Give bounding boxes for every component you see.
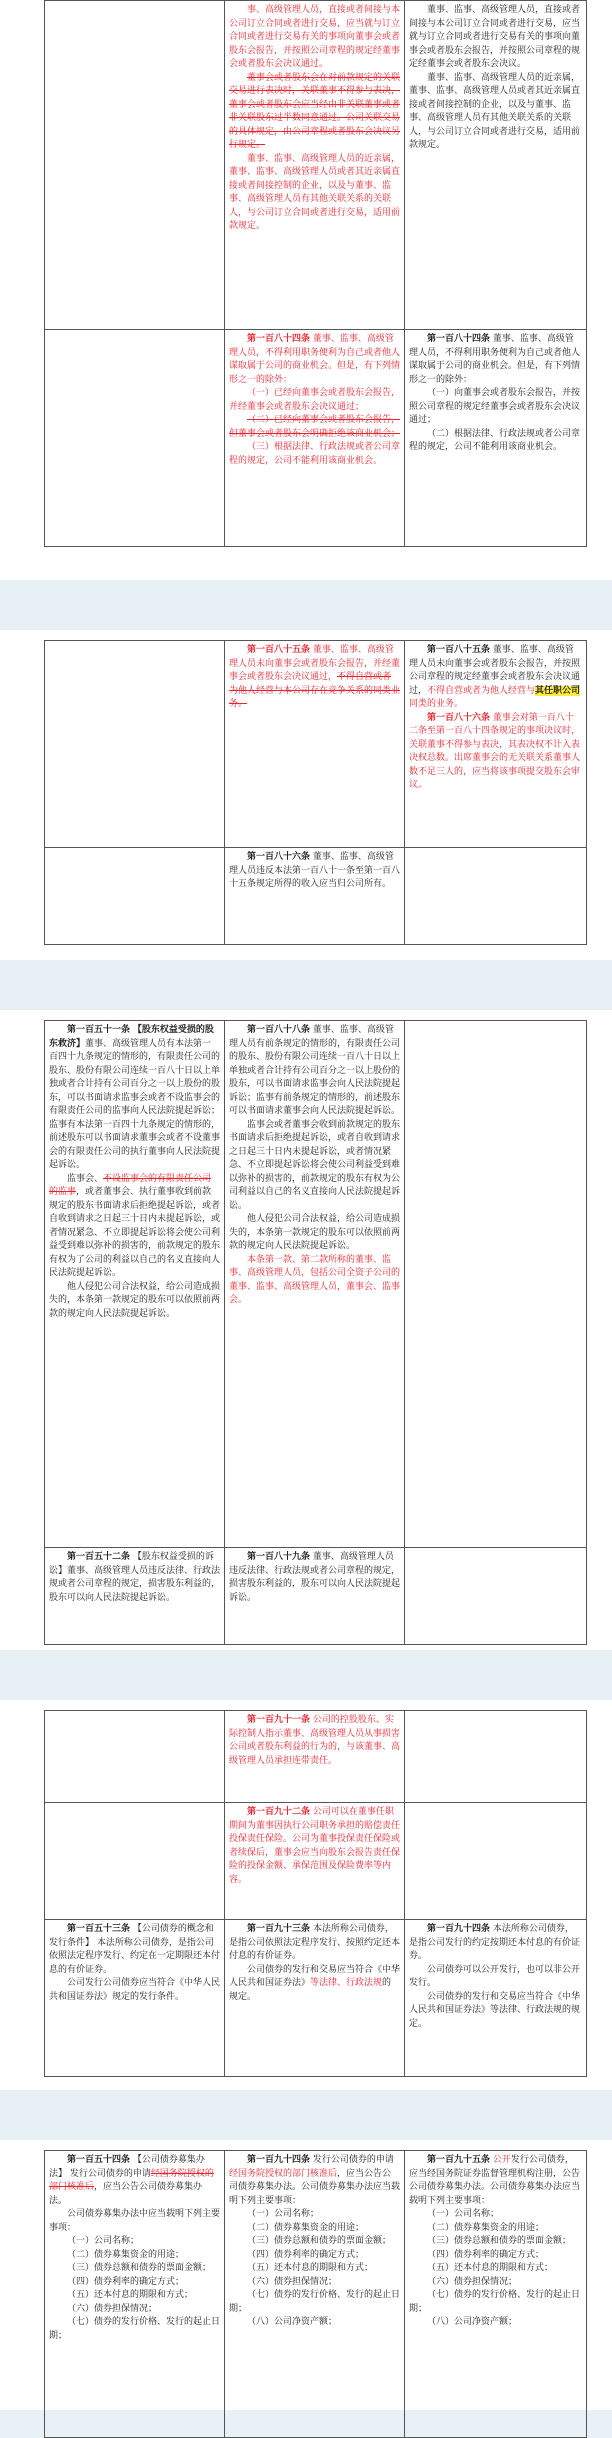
list-item: （一）公司名称； xyxy=(427,2209,500,2219)
text-segment: 公告公司债券募集办法。公司债券募集办法应当载明下列主要事项： xyxy=(409,2168,581,2206)
page-gap xyxy=(0,580,612,630)
changed-text: 公开 xyxy=(492,2155,511,2165)
article-title: 第一百九十三条 xyxy=(247,1924,311,1934)
text-segment: 发行公司债券的申请 xyxy=(312,2155,394,2165)
list-item: （六）债券担保情况； xyxy=(247,2276,338,2287)
page-gap xyxy=(0,960,612,1010)
article-body: 董事会对第一百八十二条至第一百八十四条规定的事项决议时，关联董事不得参与表决，其表决权不计入表决权总数。出席董事会的无关联关系董事人数不足三人的，应当将该事项提交股东会审议。 xyxy=(409,712,581,790)
cell-final xyxy=(405,641,587,848)
list-item: （七）债券的发行价格、发行的起止日期； xyxy=(49,2317,221,2341)
cell-old xyxy=(45,330,225,547)
article-title: 第一百八十四条 xyxy=(427,334,491,344)
page-1 xyxy=(0,0,612,580)
list-item: （五）还本付息的期限和方式； xyxy=(427,2263,554,2273)
changed-text: 不得自营或者为他人经营与 xyxy=(427,685,536,696)
text-segment: 监事会、 xyxy=(67,1173,104,1184)
list-item: （五）还本付息的期限和方式； xyxy=(247,2263,374,2273)
paragraph: 董事会或者股东会在对前款规定的关联交易进行表决时，关联董事不得参与表决，董事会或者股东会应当经由非关联董事或者非关联股东过半数同意通过。公司关联交易的具体规定，由公司章程或者股东会决议另行规定。 xyxy=(229,72,401,150)
cell-final xyxy=(405,330,587,547)
paragraph: 事、高级管理人员，直接或者间接与本公司订立合同或者进行交易，应当就与订立合同或者进行交易有关的事项向董事会或者股东会报告，并按照公司章程的规定经董事会或者股东会决议通过。 xyxy=(229,5,401,69)
table-row xyxy=(45,1920,587,2077)
article-title: 第一百八十五条 xyxy=(427,645,491,655)
table-row xyxy=(45,2151,587,2438)
cell-final xyxy=(405,1548,587,1645)
cell-draft xyxy=(225,1920,405,2077)
changed-text: 等法律、行政法规 xyxy=(310,1978,383,1988)
article-body: 董事、监事、高级管理人员，不得利用职务便利为自己或者他人谋取属于公司的商业机会。但是，有下列情形之一的除外： xyxy=(409,334,581,385)
article-body: 董事、监事、高级管理人员有前条规定的情形的，有限责任公司的股东、股份有限公司连续一百八十日以上单独或者合计持有公司百分之一以上股份的股东，可以书面请求监事会向人民法院提起诉讼；监事有前条规定的情形的，前述股东可以书面请求董事会向人民法院提起诉讼。 xyxy=(229,1025,401,1116)
article-title: 第一百八十八条 xyxy=(247,1025,311,1035)
article-body: 董事、高级管理人员有本法第一百四十九条规定的情形的，有限责任公司的股东、股份有限公司连续一百八十日以上单独或者合计持有公司百分之一以上股份的股东，可以书面请求监事会或者不设监事会的有限责任公司的监事向人民法院提起诉讼；监事有本法第一百四十九条规定的情形的，前述股东可以书面请求董事会或者不设董事会的有限责任公司的执行董事向人民法院提起诉讼。 xyxy=(49,1038,221,1170)
article-bracket: 【公司债券募集办法】 xyxy=(49,2155,205,2179)
cell-draft xyxy=(225,1,405,330)
article-title: 第一百九十一条 xyxy=(247,1715,311,1725)
page-3 xyxy=(0,1010,612,1650)
page-gap xyxy=(0,1650,612,1700)
list-item: （二）债券募集资金的用途； xyxy=(427,2222,545,2233)
comparison-table-4 xyxy=(44,1710,587,2077)
article-title: 第一百九十四条 xyxy=(427,1924,491,1934)
article-bracket: 【公司债券的概念和发行条件】 xyxy=(49,1924,214,1948)
list-item: （二）债券募集资金的用途； xyxy=(247,2222,365,2233)
list-item: （四）债券利率的确定方式； xyxy=(67,2276,185,2287)
comparison-table-3 xyxy=(44,1020,587,1645)
cell-old xyxy=(45,1920,225,2077)
list-item: （三）债券总额和债券的票面金额； xyxy=(247,2236,392,2246)
cell-draft xyxy=(225,1711,405,1803)
comparison-table-1 xyxy=(44,0,587,547)
paragraph: 公司发行公司债券应当符合《中华人民共和国证券法》规定的发行条件。 xyxy=(49,1978,221,2002)
article-title: 第一百八十六条 xyxy=(247,852,311,862)
article-title: 第一百五十四条 xyxy=(67,2155,131,2165)
article-body: 公司可以在董事任职期间为董事因执行公司职务承担的赔偿责任投保责任保险。公司为董事投保责任保险或者续保后，董事会应当向股东会报告责任保险的投保金额、承保范围及保险费率等内容。 xyxy=(229,1807,401,1885)
article-body: 董事、高级管理人员违反法律、行政法规或者公司章程的规定，损害股东利益的，股东可以向人民法院提起诉讼。 xyxy=(229,1552,401,1603)
article-body: 董事、监事、高级管理人员未向董事会或者股东会报告，并经董事会或者股东会决议通过， xyxy=(229,645,401,682)
article-body: 董事、监事、高级管理人员，不得利用职务便利为自己或者他人谋取属于公司的商业机会。但是，有下列情形之一的除外： xyxy=(229,334,401,385)
comparison-table-2 xyxy=(44,640,587,945)
table-row xyxy=(45,1021,587,1548)
list-item: （七）债券的发行价格、发行的起止日期； xyxy=(229,2290,401,2314)
text-segment: 发行公司债券，应当经国务院证券监督管理机构注册， xyxy=(409,2155,574,2179)
page-4 xyxy=(0,1700,612,2090)
table-row xyxy=(45,330,587,547)
cell-old xyxy=(45,1803,225,1920)
deleted-text: 不设监事会的有限责任公司的监事 xyxy=(49,1173,212,1197)
cell-old xyxy=(45,641,225,848)
list-item: （二）债券募集资金的用途； xyxy=(67,2249,185,2260)
list-item: （一）公司名称； xyxy=(67,2236,140,2246)
article-body: 本法所称公司债券，是指公司发行的约定按期还本付息的有价证券。 xyxy=(409,1924,581,1961)
cell-draft xyxy=(225,2151,405,2438)
changed-text: 经国务院授权的部门核准后 xyxy=(229,2168,338,2179)
page-2 xyxy=(0,630,612,960)
article-title: 第一百八十四条 xyxy=(247,334,311,344)
page-5 xyxy=(0,2140,612,2410)
paragraph: 董事、监事、高级管理人员的近亲属，董事、监事、高级管理人员或者其近亲属直接或者间接控制的企业，以及与董事、监事、高级管理人员有其他关联关系的关联人，与公司订立合同或者进行交易，适用前款规定。 xyxy=(409,72,581,150)
article-title: 第一百九十二条 xyxy=(247,1807,311,1817)
list-item: （三）债券总额和债券的票面金额； xyxy=(427,2236,572,2246)
article-title: 第一百八十九条 xyxy=(247,1552,311,1562)
cell-old xyxy=(45,848,225,945)
cell-final xyxy=(405,1803,587,1920)
deleted-text: 不得自营或者为他人经营与本公司存在竞争关系的同类业务。 xyxy=(229,672,401,709)
text-segment: ，或者董事会、执行董事收到前款规定的股东书面请求后拒绝提起诉讼，或者自收到请求之日起三十日内未提起诉讼，或者情况紧急、不立即提起诉讼将会使公司利益受到难以弥补的损害的，前款规定的股东有权为了公司的利益以自己的名义直接向人民法院提起诉讼。 xyxy=(49,1187,221,1278)
list-item: （三）债券总额和债券的票面金额； xyxy=(67,2263,212,2273)
text-segment: ，应当公告公司债券募集办法。 xyxy=(49,2182,203,2206)
article-body: 公司的控股股东、实际控制人指示董事、高级管理人员从事损害公司或者股东利益的行为的，与该董事、高级管理人员承担连带责任。 xyxy=(229,1715,401,1766)
list-item: （六）债券担保情况； xyxy=(427,2276,518,2287)
cell-draft xyxy=(225,848,405,945)
list-item: （一）向董事会或者股东会报告，并按照公司章程的规定经董事会或者股东会决议通过； xyxy=(409,388,581,425)
paragraph: 他人侵犯公司合法权益，给公司造成损失的，本条第一款规定的股东可以依照前两款的规定向人民法院提起诉讼。 xyxy=(229,1214,401,1251)
list-item: （七）债券的发行价格、发行的起止日期； xyxy=(409,2290,581,2314)
article-bracket: 【股东权益受损的股东救济】 xyxy=(49,1025,214,1049)
list-item: （五）还本付息的期限和方式； xyxy=(67,2290,194,2300)
cell-final xyxy=(405,2151,587,2438)
cell-final xyxy=(405,1920,587,2077)
list-item: （三）根据法律、行政法规或者公司章程的规定，公司不能利用该商业机会。 xyxy=(229,442,401,466)
article-body: 本法所称公司债券，是指公司依照法定程序发行、约定在一定期限还本付息的有价证券。 xyxy=(49,1937,221,1975)
cell-draft xyxy=(225,1548,405,1645)
highlight-text: 其任职公司 xyxy=(535,685,581,696)
deleted-text: 经国务院授权的部门核准后 xyxy=(49,2168,214,2192)
article-title: 第一百九十五条 xyxy=(427,2155,491,2165)
paragraph: 董事、监事、高级管理人员的近亲属，董事、监事、高级管理人员或者其近亲属直接或者间接控制的企业，以及与董事、监事、高级管理人员有其他关联关系的关联人，与公司订立合同或者进行交易，适用前款规定。 xyxy=(229,153,401,231)
list-item: （二）已经向董事会或者股东会报告，但董事会或者股东会明确拒绝该商业机会； xyxy=(229,415,401,439)
paragraph: 公司债券募集办法中应当载明下列主要事项： xyxy=(49,2209,221,2233)
list-item: （八）公司净资产额； xyxy=(427,2317,518,2327)
table-row xyxy=(45,1711,587,1803)
cell-old xyxy=(45,2151,225,2438)
article-body: 董事、监事、高级管理人员违反本法第一百八十一条至第一百八十五条规定所得的收入应当归公司所有。 xyxy=(229,852,401,889)
cell-final xyxy=(405,1711,587,1803)
page-gap xyxy=(0,2090,612,2140)
cell-old xyxy=(45,1021,225,1548)
list-item: （二）根据法律、行政法规或者公司章程的规定，公司不能利用该商业机会。 xyxy=(409,428,581,452)
article-title: 第一百九十四条 xyxy=(247,2155,311,2165)
article-title: 第一百八十五条 xyxy=(247,645,311,655)
article-title: 第一百五十二条 xyxy=(67,1552,131,1562)
paragraph: 他人侵犯公司合法权益，给公司造成损失的，本条第一款规定的股东可以依照前两款的规定向人民法院提起诉讼。 xyxy=(49,1281,221,1319)
article-title: 第一百五十三条 xyxy=(67,1924,131,1934)
paragraph: 公司债券的发行和交易应当符合《中华人民共和国证券法》等法律、行政法规的规定。 xyxy=(409,1991,581,2029)
cell-draft xyxy=(225,330,405,547)
article-body: 【股东权益受损的诉讼】董事、高级管理人员违反法律、行政法规或者公司章程的规定，损害股东利益的，股东可以向人民法院提起诉讼。 xyxy=(49,1552,221,1603)
cell-old xyxy=(45,1711,225,1803)
text-segment: 发行公司债券的申请 xyxy=(69,2168,151,2179)
cell-old xyxy=(45,1548,225,1645)
list-item: （四）债券利率的确定方式； xyxy=(247,2249,365,2260)
table-row xyxy=(45,1548,587,1645)
paragraph: 董事、监事、高级管理人员，直接或者间接与本公司订立合同或者进行交易，应当就与订立合同或者进行交易有关的事项向董事会或者股东会报告，并按照公司章程的规定经董事会或者股东会决议。 xyxy=(409,5,581,69)
paragraph: 公司债券可以公开发行，也可以非公开发行。 xyxy=(409,1964,581,1988)
text-segment: 公司债券的发行和交易应当符合《中华人民共和国证券法》 xyxy=(229,1964,401,1988)
article-body: 董事、监事、高级管理人员未向董事会或者股东会报告，并按照公司章程的规定经董事会或者股东会决议通过， xyxy=(409,645,581,696)
list-item: （一）已经向董事会或者股东会报告，并经董事会或者股东会决议通过； xyxy=(229,388,401,412)
text-segment: ，应当公告公司债券募集办法。公司债券募集办法应当载明下列主要事项： xyxy=(229,2168,401,2206)
cell-draft xyxy=(225,641,405,848)
article-title: 第一百五十一条 xyxy=(67,1025,131,1035)
list-item: （四）债券利率的确定方式； xyxy=(427,2249,545,2260)
changed-text: 同类的业务。 xyxy=(409,699,464,709)
list-item: （六）债券担保情况； xyxy=(67,2303,158,2314)
cell-final xyxy=(405,1021,587,1548)
cell-draft xyxy=(225,1021,405,1548)
table-row xyxy=(45,1803,587,1920)
paragraph: 本条第一款、第二款所称的董事、监事、高级管理人员，包括公司全资子公司的董事、监事、高级管理人员，董事会、监事会。 xyxy=(229,1254,401,1305)
comparison-table-5 xyxy=(44,2150,587,2438)
table-row xyxy=(45,641,587,848)
cell-final xyxy=(405,1,587,330)
cell-old xyxy=(45,1,225,330)
cell-final xyxy=(405,848,587,945)
article-title: 第一百八十六条 xyxy=(427,712,491,723)
list-item: （八）公司净资产额； xyxy=(247,2317,338,2327)
cell-draft xyxy=(225,1803,405,1920)
table-row xyxy=(45,848,587,945)
list-item: （一）公司名称； xyxy=(247,2209,320,2219)
article-body: 本法所称公司债券，是指公司依照法定程序发行、按照约定还本付息的有价证券。 xyxy=(229,1924,401,1961)
text-segment: 的规定。 xyxy=(229,1978,392,2002)
table-row xyxy=(45,1,587,330)
paragraph: 监事会或者董事会收到前款规定的股东书面请求后拒绝提起诉讼，或者自收到请求之日起三十日内未提起诉讼，或者情况紧急、不立即提起诉讼将会使公司利益受到难以弥补的损害的，前款规定的股东有权为公司利益以自己的名义直接向人民法院提起诉讼。 xyxy=(229,1119,401,1211)
